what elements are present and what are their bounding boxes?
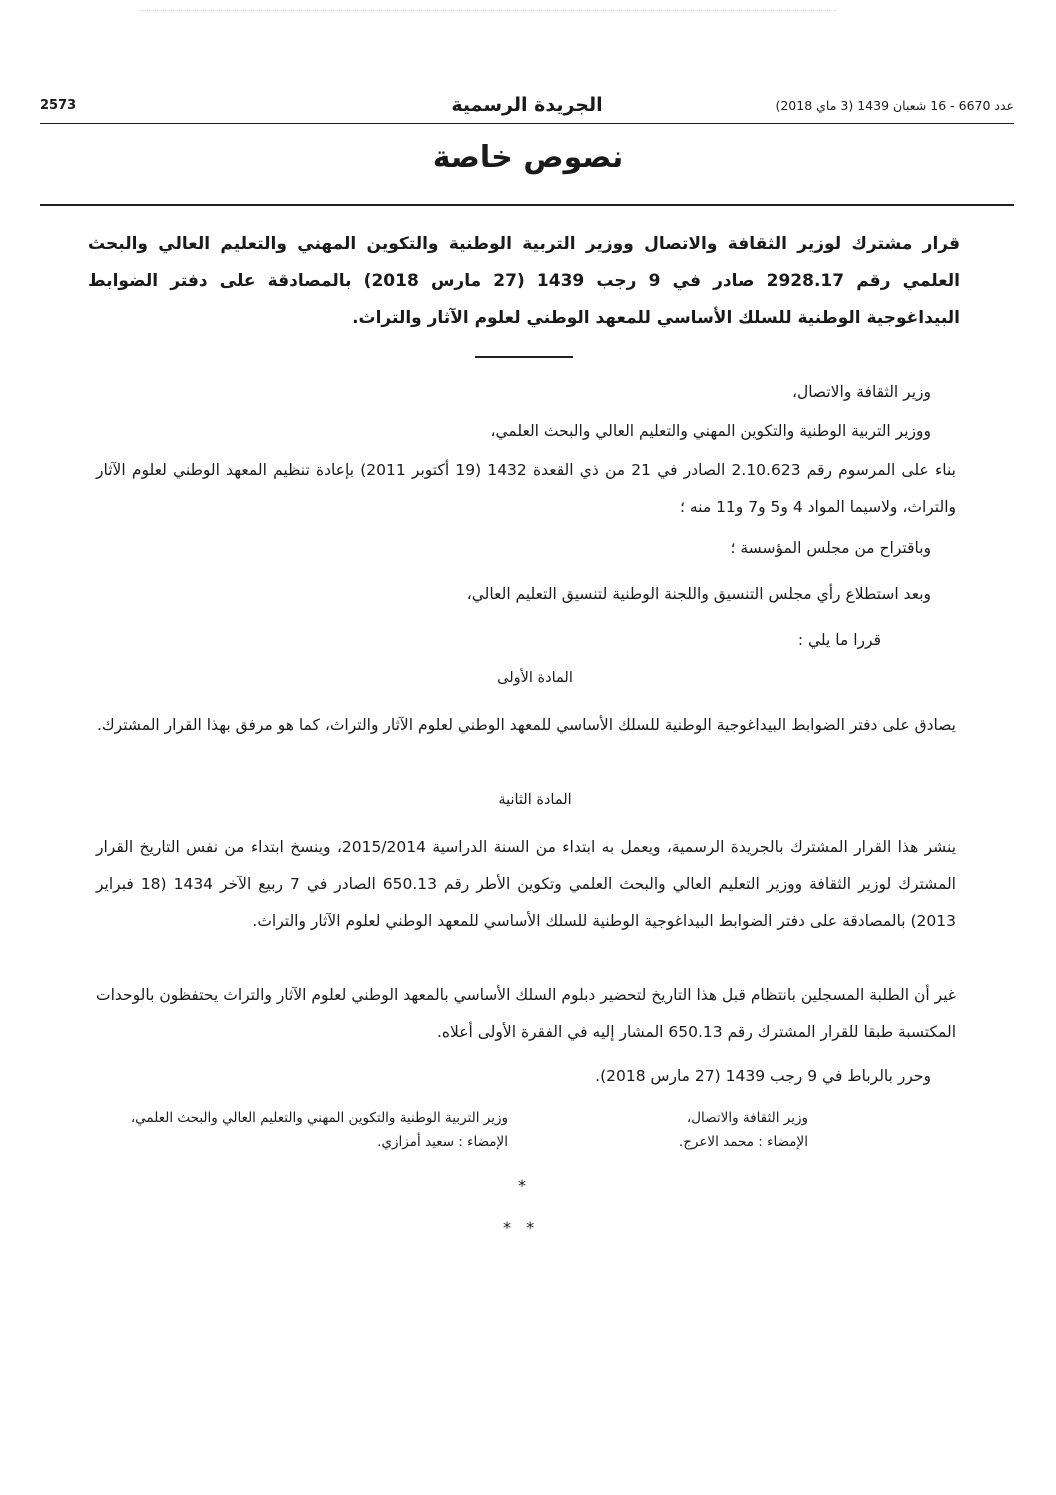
signature-right xyxy=(679,1106,808,1154)
decree-title: قرار مشترك لوزير الثقافة والاتصال ووزير التربية الوطنية والتكوين المهني والتعليم العالي والبحث العلمي رقم 2928.17 صادر في 9 رجب 1439 (27 مارس 2018) بالمصادقة على دفتر الضوابط البيداغوجية الوطنية للسلك الأساسي للمعهد الوطني لعلوم الآثار والتراث. xyxy=(88,234,960,328)
article-2-paragraph-2: غير أن الطلبة المسجلين بانتظام قبل هذا التاريخ لتحضير دبلوم السلك الأساسي بالمعهد الوطني لعلوم الآثار والتراث يحتفظون بالوحدات المكتسبة طبقا للقرار المشترك رقم 650.13 المشار إليه في الفقرة الأولى أعلاه. xyxy=(96,986,956,1041)
done-at: وحرر بالرباط في 9 رجب 1439 (27 مارس 2018). xyxy=(595,1067,931,1085)
scan-artifact xyxy=(140,10,836,17)
preamble-based-on: بناء على المرسوم رقم 2.10.623 الصادر في 21 من ذي القعدة 1432 (19 أكتوبر 2011) بإعادة تنظيم المعهد الوطني لعلوم الآثار والتراث، ولاسيما المواد 4 و5 و7 و11 منه ؛ xyxy=(96,461,956,516)
article-1-heading: المادة الأولى xyxy=(497,670,573,686)
signature-left-title: وزير التربية الوطنية والتكوين المهني والتعليم العالي والبحث العلمي، xyxy=(130,1110,508,1126)
article-1-text: يصادق على دفتر الضوابط البيداغوجية الوطنية للسلك الأساسي للمعهد الوطني لعلوم الآثار والتراث، كما هو مرفق بهذا القرار المشترك. xyxy=(96,716,956,734)
page-number: 2573 xyxy=(40,98,77,113)
signature-right-title: وزير الثقافة والاتصال، xyxy=(686,1110,808,1126)
separator-star: * xyxy=(518,1176,526,1195)
preamble-decided: قررا ما يلي : xyxy=(797,631,881,649)
section-title: نصوص خاصة xyxy=(432,140,624,175)
signature-right-name: الإمضاء : محمد الاعرج. xyxy=(678,1134,808,1150)
section-rule xyxy=(40,204,1014,206)
signature-left-name: الإمضاء : سعيد أمزازي. xyxy=(377,1134,508,1150)
header-rule xyxy=(40,123,1014,124)
article-2-heading: المادة الثانية xyxy=(498,792,572,808)
preamble-proposal: وباقتراح من مجلس المؤسسة ؛ xyxy=(730,539,931,557)
signature-left xyxy=(131,1106,508,1154)
preamble-consultation: وبعد استطلاع رأي مجلس التنسيق واللجنة الوطنية لتنسيق التعليم العالي، xyxy=(466,585,931,603)
preamble-minister-1: وزير الثقافة والاتصال، xyxy=(791,383,931,401)
separator-stars: * * xyxy=(503,1218,535,1237)
journal-name: الجريدة الرسمية xyxy=(451,94,603,116)
issue-info: عدد 6670 - 16 شعبان 1439 (3 ماي 2018) xyxy=(775,98,1014,113)
preamble-minister-2: ووزير التربية الوطنية والتكوين المهني والتعليم العالي والبحث العلمي، xyxy=(490,422,931,440)
article-2-paragraph-1: ينشر هذا القرار المشترك بالجريدة الرسمية، ويعمل به ابتداء من السنة الدراسية 2015/2014، وينسخ ابتداء من نفس التاريخ القرار المشترك لوزير الثقافة ووزير التعليم العالي والبحث العلمي وتكوين الأطر رقم 650.13 الصادر في 7 ربيع الآخر 1434 (18 فبراير 2013) بالمصادقة على دفتر الضوابط البيداغوجية الوطنية للسلك الأساسي للمعهد الوطني لعلوم الآثار والتراث. xyxy=(96,838,957,930)
title-separator-rule xyxy=(475,356,573,358)
running-header xyxy=(40,96,1014,120)
